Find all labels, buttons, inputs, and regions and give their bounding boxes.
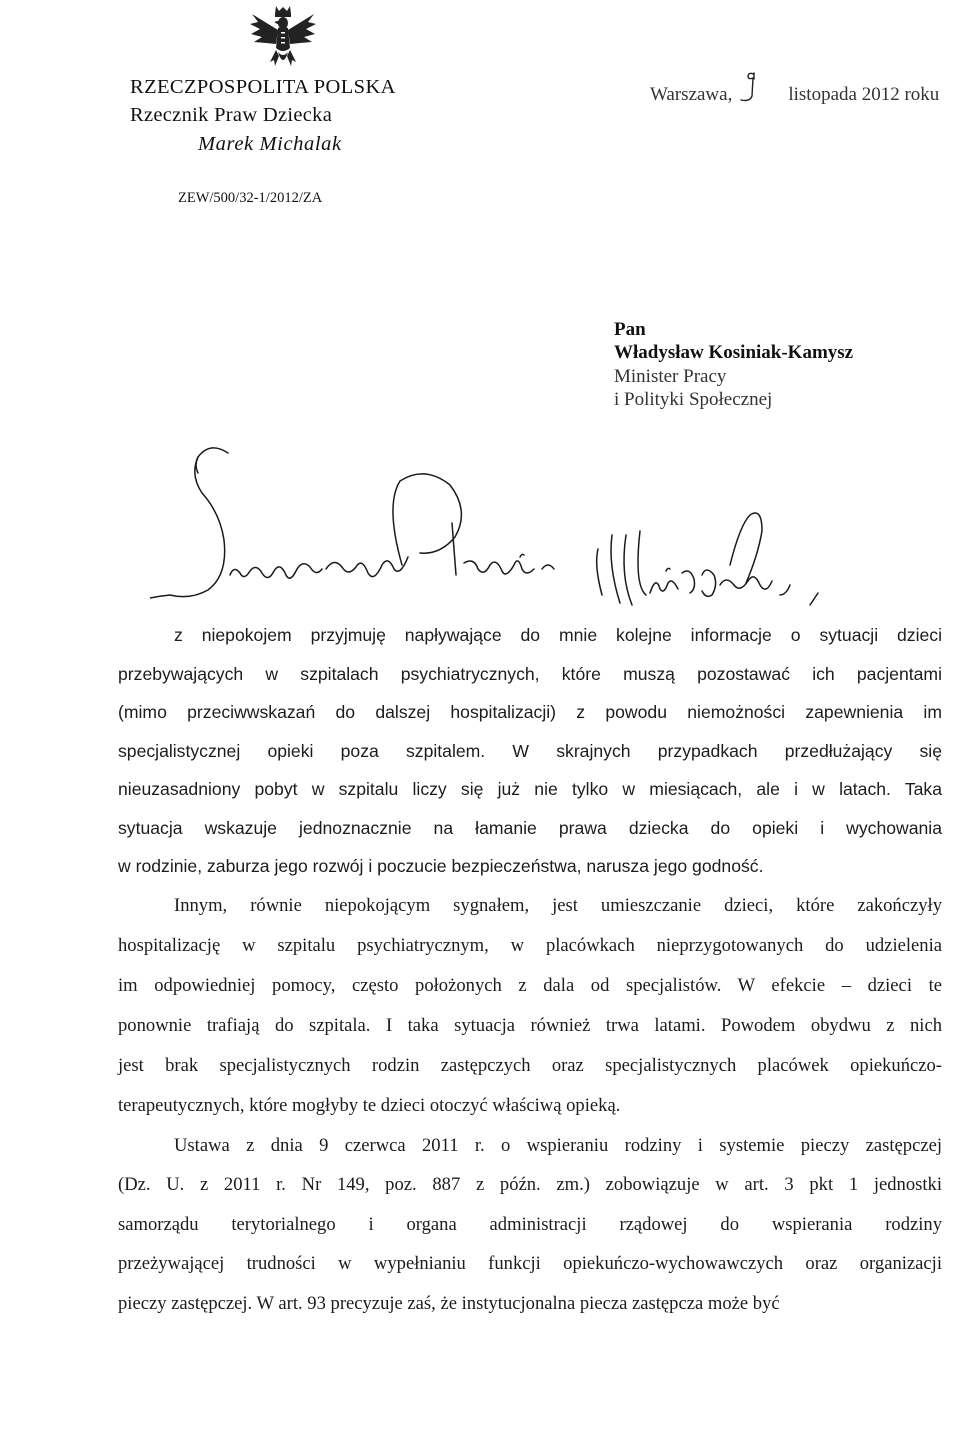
paragraph-3: [118, 1126, 942, 1324]
para1-line: z niepokojem przyjmuję napływające do mnie kolejne informacje o sytuacji dzieci: [174, 625, 942, 645]
recipient-title: Pan: [614, 319, 646, 340]
para3-line: samorządu terytorialnego i organa administracji rządowej do wspierania rodziny: [118, 1213, 942, 1235]
date-place: Warszawa,: [650, 84, 733, 105]
date-month-year: listopada 2012 roku: [788, 84, 940, 105]
para2-line: im odpowiedniej pomocy, często położonych z dala od specjalistów. W efekcie – dzieci te: [118, 974, 942, 996]
recipient-name: Władysław Kosiniak-Kamysz: [614, 342, 854, 364]
para3-line: (Dz. U. z 2011 r. Nr 149, poz. 887 z późn. zm.) zobowiązuje w art. 3 pkt 1 jednostki: [118, 1174, 942, 1195]
para3-line: przeżywającej trudności w wypełnianiu funkcji opiekuńczo-wychowawczych oraz organizacji: [118, 1253, 942, 1274]
para1-line: w rodzinie, zaburza jego rozwój i poczucie bezpieczeństwa, narusza jego godność.: [118, 856, 764, 876]
header-org: RZECZPOSPOLITA POLSKA: [130, 76, 396, 98]
para1-line: przebywających w szpitalach psychiatrycznych, które muszą pozostawać ich pacjentami: [118, 663, 942, 684]
recipient-position-1: Minister Pracy: [614, 365, 727, 387]
letter-body: [118, 616, 942, 1323]
recipient-position-2: i Polityki Społecznej: [614, 389, 773, 411]
reference-number: ZEW/500/32-1/2012/ZA: [178, 190, 323, 206]
para2-line: ponownie trafiają do szpitala. I taka sytuacja również trwa latami. Powodem obydwu z nich: [118, 1014, 942, 1036]
paragraph-2: [118, 886, 942, 1126]
para3-line: Ustawa z dnia 9 czerwca 2011 r. o wspieraniu rodziny i systemie pieczy zastępczej: [174, 1134, 942, 1156]
polish-eagle-emblem-icon: [248, 4, 318, 70]
recipient-block: [614, 318, 853, 412]
para2-line: hospitalizację w szpitalu psychiatrycznym, w placówkach nieprzygotowanych do udzielenia: [118, 934, 942, 956]
para1-line: sytuacja wskazuje jednoznacznie na łamanie prawa dziecka do opieki i wychowania: [118, 817, 942, 838]
date-day-handwritten: [731, 70, 767, 106]
para1-line: (mimo przeciwwskazań do dalszej hospitalizacji) z powodu niemożności zapewnienia im: [118, 702, 942, 722]
date-line: [650, 84, 939, 106]
para1-line: nieuzasadniony pobyt w szpitalu liczy się już nie tylko w miesiącach, ale i w latach. Taka: [118, 779, 942, 799]
para2-line: Innym, równie niepokojącym sygnałem, jest umieszczanie dzieci, które zakończyły: [174, 894, 942, 916]
para2-line: jest brak specjalistycznych rodzin zastępczych oraz specjalistycznych placówek opiekuńczo-: [118, 1054, 942, 1076]
para1-line: specjalistycznej opieki poza szpitalem. W skrajnych przypadkach przedłużający się: [118, 740, 942, 761]
para2-line: terapeutycznych, które mogłyby te dzieci otoczyć właściwą opieką.: [118, 1094, 621, 1116]
header-name: Marek Michalak: [198, 133, 342, 155]
paragraph-1: [118, 616, 942, 886]
handwritten-salutation: [150, 445, 850, 635]
header-office: Rzecznik Praw Dziecka: [130, 104, 333, 126]
para3-line: pieczy zastępczej. W art. 93 precyzuje zaś, że instytucjonalna piecza zastępcza może być: [118, 1292, 780, 1314]
